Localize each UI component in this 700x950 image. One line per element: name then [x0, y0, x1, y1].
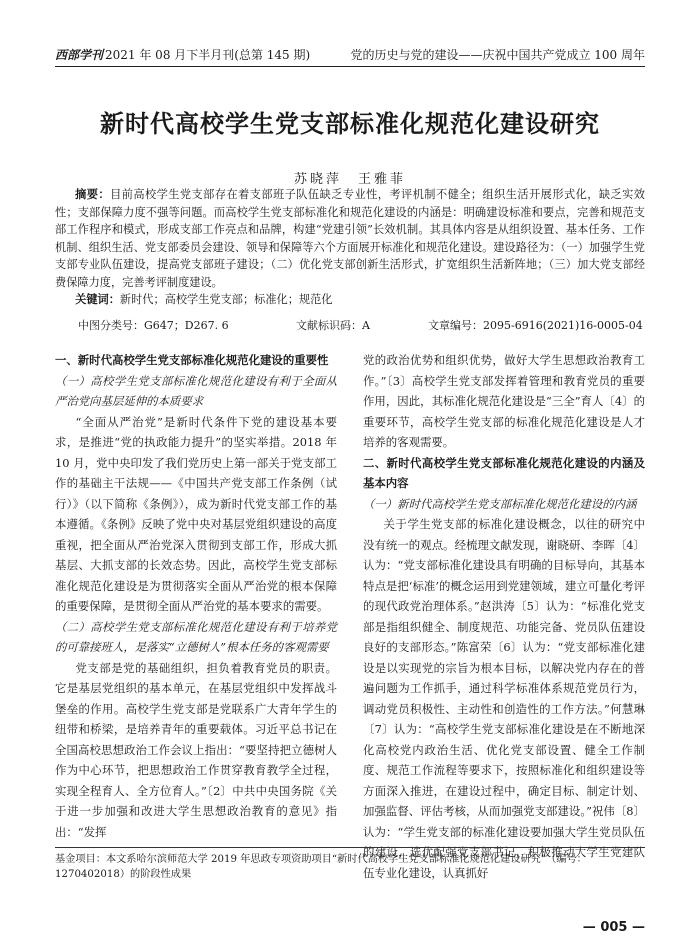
abstract-label: 摘要：: [75, 188, 111, 201]
article-number: 文章编号：2095-6916(2021)16-0005-04: [428, 319, 643, 332]
running-header: [55, 44, 645, 67]
page-number: — 005 —: [582, 920, 645, 935]
abstract-block: [55, 186, 645, 309]
body-paragraph: 党支部是党的基础组织，担负着教育党员的职责。它是基层党组织的基本单元，在基层党组织中发挥战斗堡垒的作用。高校学生党支部是党联系广大青年学生的纽带和桥梁，是培养青年的重要载体。习近平总书记在全国高校思想政治工作会议上指出：“要坚持把立德树人作为中心环节，把思想政治工作贯穿教育教学全过程，实现全程育人、全方位育人。”〔2〕中共中央国务院《关于进一步加强和改进大学生思想政治教育的意见》指出：“发挥: [55, 660, 337, 839]
authors: 苏晓萍 王雅菲: [293, 172, 406, 187]
footnote-funding: 基金项目：本文系哈尔滨师范大学 2019 年思政专项资助项目“新时代高校学生党支部标准化规范化建设研究”（编号：1270402018）的阶段性成果: [55, 847, 645, 882]
clc-number: 中图分类号：G647；D267. 6: [78, 319, 229, 332]
section-heading-1: 一、新时代高校学生党支部标准化规范化建设的重要性: [55, 353, 329, 367]
keywords-text: 新时代；高校学生党支部；标准化；规范化: [119, 293, 333, 306]
paper-title: 新时代高校学生党支部标准化规范化建设研究: [100, 110, 600, 138]
document-code: 文献标识码：A: [296, 319, 370, 332]
section-heading-2: 二、新时代高校学生党支部标准化规范化建设的内涵及基本内容: [363, 455, 645, 490]
journal-logo: 西部学刊: [55, 48, 104, 62]
keywords-label: 关键词：: [75, 293, 120, 306]
body-paragraph: 关于学生党支部的标准化建设概念，以往的研究中没有统一的观点。经梳理文献发现，谢晓研、李晖〔4〕认为：“党支部标准化建设具有明确的目标导向，其基本特点是把‘标准’的概念运用到党建领域，建立可量化考评的现代政党治理体系。”赵洪涛〔5〕认为：“标准化党支部是指组织健全、制度规范、功能完备、党员队伍建设良好的支部形态。”陈富荣〔6〕认为：“党支部标准化建设是以实现党的宗旨为根本目标，以解决党内存在的普遍问题为工作抓手，通过科学标准体系规范党员行为，调动党员积极性、主动性和创造性的工作方法。”何慧琳〔7〕认为：“高校学生党支部标准化建设是在不断地深化高校党内政治生活、优化党支部设置、健全工作制度、规范工作流程等要求下，按照标准化和组织建设等方面深入推进，在建设过程中，确定目标、制定计划、加强监督、评估考核，从而加强党支部建设。”祝伟〔8〕认为：“学生党支部的标准化建设要加强大学生党员队伍的建设，选优配强党支部书记，积极推动大学生党建队伍专业化建设，认真抓好: [363, 517, 645, 880]
body-column-left: [55, 350, 337, 842]
body-column-right: [363, 350, 645, 883]
abstract-text: 目前高校学生党支部存在着支部班子队伍缺乏专业性，考评机制不健全；组织生活开展形式化，缺乏实效性；支部保障力度不强等问题。而高校学生党支部标准化和规范化建设的内涵是：明确建设标准和要点，完善和规范支部工作程序和模式，形成支部工作亮点和品牌，构建“党建引领”长效机制。其具体内容是从组织设置、基本任务、工作机制、组织生活、党支部委员会建设、领导和保障等六个方面展开标准化和规范化建设。建设路径为：（一）加强学生党支部专业队伍建设，提高党支部班子建设；（二）优化党支部创新生活形式，扩宽组织生活新阵地；（三）加大党支部经费保障力度，完善考评制度建设。: [55, 188, 645, 289]
issue-info: 2021 年 08 月下半月刊(总第 145 期): [105, 48, 311, 62]
body-paragraph: “全面从严治党”是新时代条件下党的建设基本要求，是推进“党的执政能力提升”的坚实举措。2018 年 10 月，党中央印发了我们党历史上第一部关于党支部工作的基础主干法规——《中国共产党支部工作条例（试行）》（以下简称《条例》），成为新时代党支部工作的基本遵循。《条例》反映了党中央对基层党组织建设的高度重视，把全面从严治党深入贯彻到支部工作，形成大抓基层、大抓支部的长效态势。因此，高校学生党支部标准化规范化建设是为贯彻落实全面从严治党的根本保障的重要保障，是贯彻全面从严治党的基本要求的需要。: [55, 414, 337, 613]
subsection-heading: （一）新时代高校学生党支部标准化规范化建设的内涵: [363, 496, 637, 511]
body-paragraph: 党的政治优势和组织优势，做好大学生思想政治教育工作。”〔3〕高校学生党支部发挥着管理和教育党员的重要作用，因此，其标准化规范化建设是“三全”育人〔4〕的重要环节，高校学生党支部的标准化规范化建设是人才培养的客观需要。: [363, 353, 645, 449]
subsection-heading: （一）高校学生党支部标准化规范化建设有利于全面从严治党向基层延伸的本质要求: [55, 373, 337, 408]
section-title: 党的历史与党的建设——庆祝中国共产党成立 100 周年: [350, 48, 645, 62]
subsection-heading: （二）高校学生党支部标准化规范化建设有利于培养党的可靠接班人，是落实“立德树人”根本任务的客观需要: [55, 619, 337, 654]
